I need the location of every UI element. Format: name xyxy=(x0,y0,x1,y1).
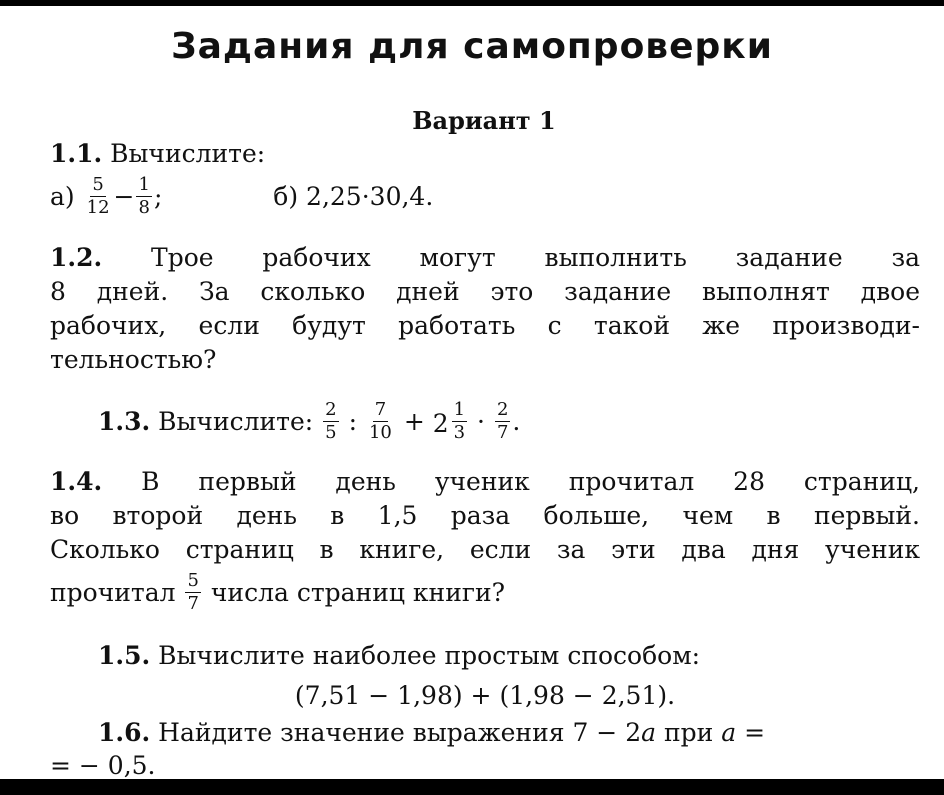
task-number: 1.5. xyxy=(98,641,151,670)
page-title: Задания для самопроверки xyxy=(171,26,773,67)
task-1-2-line-3: рабочих, если будут работать с такой же производи- xyxy=(50,311,920,340)
task-1-6-line-2: = − 0,5. xyxy=(50,751,156,780)
task-1-1-items xyxy=(50,176,920,221)
task-1-2-line-2: 8 дней. За сколько дней это задание выполнят двое xyxy=(50,277,920,306)
task-1-2-line-4: тельностью? xyxy=(50,345,217,374)
task-number: 1.2. xyxy=(50,243,103,272)
task-1-4-line-2: во второй день в 1,5 раза больше, чем в первый. xyxy=(50,501,920,530)
minus-sign: − xyxy=(113,182,135,211)
task-1-5: 1.5. Вычислите наиболее простым способом: xyxy=(98,641,701,670)
task-1-4-line-3: Сколько страниц в книге, если за эти два дня ученик xyxy=(50,535,920,564)
task-1-3: 1.3. Вычислите: $\frac{2}{5}$ : $\frac{7}{10}$ + 2 $\frac{1}{3}$ · $\frac{2}{7}$ . xyxy=(98,401,944,446)
task-1-6-line-1: 1.6. Найдите значение выражения 7 − 2a при a = xyxy=(98,718,766,747)
task-number: 1.1. xyxy=(50,139,103,168)
task-number: 1.6. xyxy=(98,718,151,747)
task-text: Вычислите: xyxy=(102,139,266,168)
fraction: $\frac{7}{10}$ xyxy=(368,399,392,443)
task-1-5-expression: (7,51 − 1,98) + (1,98 − 2,51). xyxy=(294,681,676,710)
variant-heading: Вариант 1 xyxy=(412,106,556,135)
fraction: $\frac{5}{7}$ xyxy=(187,570,199,614)
mixed-number: 2 $\frac{1}{3}$ xyxy=(432,399,466,443)
item-b-label: б) xyxy=(273,182,299,211)
task-1-4-line-4: прочитал $\frac{5}{7}$ числа страниц книги? xyxy=(50,570,506,614)
task-1-2-line-1: 1.2. Трое рабочих могут выполнить задание за xyxy=(50,243,920,272)
task-number: 1.4. xyxy=(50,467,103,496)
plus-sign: + xyxy=(403,407,425,436)
task-1-4-line-1: 1.4. В первый день ученик прочитал 28 страниц, xyxy=(50,467,920,496)
item-a-label: а) xyxy=(50,182,75,211)
task-number: 1.3. xyxy=(98,407,151,436)
fraction: $\frac{2}{5}$ xyxy=(325,399,337,443)
item-b-expression: 2,25·30,4. xyxy=(306,182,434,211)
fraction: $\frac{1}{8}$ xyxy=(138,174,150,218)
textbook-page xyxy=(0,6,944,779)
colon-sign: : xyxy=(348,407,358,436)
task-1-1-header xyxy=(50,138,920,170)
fraction: $\frac{5}{12}$ xyxy=(86,174,110,218)
dot-sign: · xyxy=(477,407,485,436)
semicolon: ; xyxy=(153,182,163,211)
fraction: $\frac{2}{7}$ xyxy=(496,399,509,443)
